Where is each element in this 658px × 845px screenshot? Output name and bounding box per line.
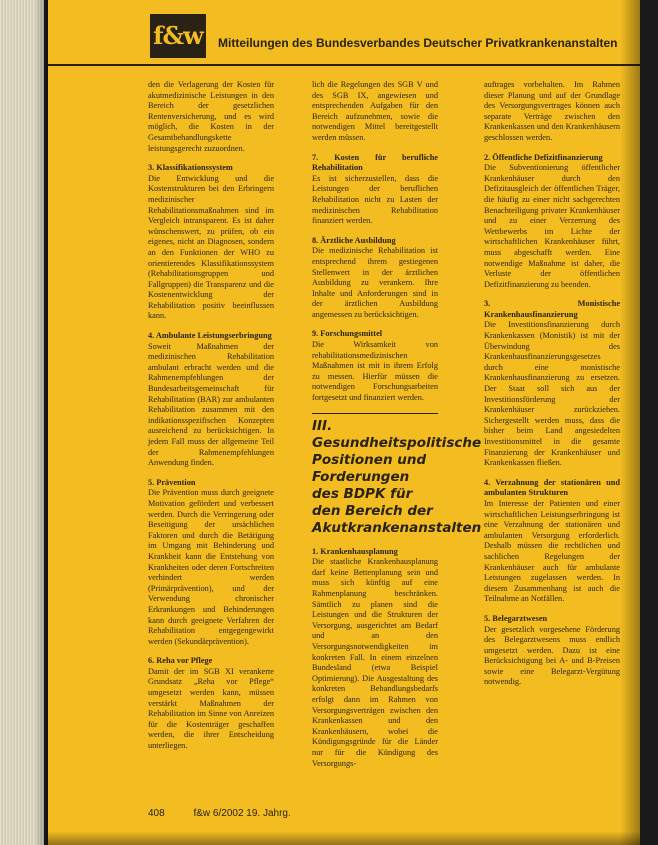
- section-title: 7. Kosten für berufliche Rehabilitation: [312, 152, 438, 173]
- page-number: 408: [148, 808, 165, 819]
- section-title: 8. Ärztliche Ausbildung: [312, 235, 396, 245]
- column-3: [484, 80, 620, 697]
- column-3-lead: auftrages vorbehalten. Im Rahmen dieser Planung und auf der Grundlage des Versorgungsvertrages können auch separate Verträge zwischen den Krankenkassen und den Krankenhäusern geschlossen werden.: [484, 80, 620, 142]
- section-title: 4. Verzahnung der stationären und ambulanten Strukturen: [484, 477, 620, 498]
- section-body: Die staatliche Krankenhausplanung darf keine Bettenplanung sein und muss sich künftig auf eine Rahmenplanung beschränken. Sämtlich zu planen sind die Leistungen und die Strukturen der Versorgung, ausgerichtet am Bedarf und an den Versorgungsnotwendigkeiten im konkreten Fall. In einem einzelnen Bundesland (etwa Beispiel Optimierung). Die Ausgestaltung des konkreten Behandlungsbedarfs erfolgt dann im Rahmen von Versorgungsverträgen zwischen den Krankenkassen und den Krankenhäusern, wobei die Kündigungsgründe für die Länder nur für die Kündigung des Versorgungs-: [312, 557, 438, 768]
- bottom-shadow: [48, 831, 640, 845]
- section-title: 3. Klassifikationssystem: [148, 163, 233, 173]
- section-title: 6. Reha vor Pflege: [148, 656, 213, 666]
- column-1-lead: den die Verlagerung der Kosten für akutmedizinische Leistungen in den Bereich der gesetzlichen Rentenversicherung, und es wird möglich, die Kosten in der Gesamtbehandlungskette leistungsgerecht zuzuordnen.: [148, 80, 274, 153]
- section-body: Die Wirksamkeit von rehabilitationsmedizinischen Maßnahmen ist mit in ihrem Erfolg zu messen. Hierfür müssen die notwendigen Forschungsarbeiten fortgesetzt und finanziert werden.: [312, 340, 438, 403]
- section-body: Es ist sicherzustellen, dass die Leistungen der beruflichen Rehabilitation nicht zu Lasten der medizinischen Rehabilitation finanziert werden.: [312, 173, 438, 226]
- section-body: Die medizinische Rehabilitation ist entsprechend ihrem gestiegenen Stellenwert in der ärztlichen Ausbildung zu verankern. Ihre Inhalte und Anforderungen sind in der ärztlichen Ausbildung angemessen zu berücksichtigen.: [312, 246, 438, 319]
- section-body: Die Investitionsfinanzierung durch Krankenkassen (Monistik) ist mit der Überwindung des Krankenhausfinanzierungsgesetzes durch eine monistische Krankenhausfinanzierung zu ersetzen. Der Staat soll sich aus der Investitionsförderung der Krankenhäuser zurückziehen. Sichergestellt werden muss, dass die bisher beim Land angesiedelten Investitionsmittel in die gesamte Finanzierung der Krankenhäuser und Krankenkassen fließen.: [484, 320, 620, 468]
- chapter-heading: III. Gesundheitspolitische Positionen und Forderungen des BDPK für den Bereich der Akutkrankenanstalten: [312, 413, 438, 537]
- section-body: Damit der im SGB XI verankerte Grundsatz „Reha vor Pflege“ umgesetzt werden kann, müssen verstärkt Maßnahmen der Rehabilitation im Sinne von Anreizen für die Kostenträger geschaffen werden, die ihrer Entscheidung unterliegen.: [148, 666, 274, 751]
- section-body: Die Subventionierung öffentlicher Krankenhäuser durch den Defizitausgleich der öffentlichen Träger, die häufig zu einer nicht sachgerechten Benachteiligung privater Krankenhäuser und zu einer Verzerrung des Wettbewerbs im Lichte der wirtschaftlichen Krankenhäuser führt, muss abgeschafft werden. Eine notwendige Maßnahme ist daher, die Verluste der öffentlichen Defizitfinanzierung zu beenden.: [484, 163, 620, 289]
- issue-info: f&w 6/2002 19. Jahrg.: [193, 808, 291, 819]
- page-curve-shadow: [620, 0, 640, 845]
- section-title: 5. Prävention: [148, 477, 196, 487]
- section-title: 5. Belegarztwesen: [484, 613, 548, 623]
- section-title: 2. Öffentliche Defizitfinanzierung: [484, 152, 603, 162]
- section-body: Soweit Maßnahmen der medizinischen Rehabilitation ambulant erbracht werden und die Rahmenempfehlungen der Bundesarbeitsgemeinschaft für Rehabilitation (BAR) zur ambulanten Rehabilitation zusammen mit den indikationsspezifischen Konzepten ausreichend zu berücksichtigen. In jedem Fall muss der allgemeine Teil der Rahmenempfehlungen Anwendung finden.: [148, 341, 274, 468]
- section-body: Die Prävention muss durch geeignete Motivation gefördert und verbessert werden. Durch die Verringerung oder Beseitigung der ursächlichen Faktoren und durch die Betätigung im Umgang mit Behinderung und Krankheit kann die Entstehung von Krankheiten oder deren Fortschreiten verhindert werden (Primärprävention), und der Verwendung chronischer Erkrankungen und Behinderungen kann durch geeignete Verfahren der Rehabilitation entgegengewirkt werden (Sekundärprävention).: [148, 488, 274, 646]
- column-2-lead: lich die Regelungen des SGB V und des SGB IX, angewiesen und entsprechenden Aufgaben für den Bereich aufzunehmen, sowie die notwendigen Mittel bereitgestellt werden müssen.: [312, 80, 438, 142]
- section-title: 9. Forschungsmittel: [312, 329, 383, 339]
- header-title: Mitteilungen des Bundesverbandes Deutscher Privatkrankenanstalten: [218, 36, 618, 50]
- section-title: 4. Ambulante Leistungserbringung: [148, 331, 272, 341]
- section-body: Der gesetzlich vorgesehene Förderung des Belegarztwesens muss endlich umgesetzt werden. Dazu ist eine Berücksichtigung bei A- und B-Preisen sowie eine Belegarzt-Vergütung notwendig.: [484, 624, 620, 687]
- column-1: [148, 80, 274, 761]
- section-title: 1. Krankenhausplanung: [312, 546, 398, 556]
- page-header: [48, 8, 640, 66]
- column-2: [312, 80, 482, 778]
- magazine-page: [48, 0, 640, 845]
- fw-logo: f&w: [150, 14, 206, 58]
- section-title: 3. Monistische Krankenhausfinanzierung: [484, 299, 620, 319]
- section-body: Im Interesse der Patienten und einer wirtschaftlichen Leistungserbringung ist eine Verzahnung der stationären und ambulanten Versorgung erforderlich. Deshalb müssen die rechtlichen und sachlichen Regelungen der Krankenhäuser auch für ambulante Leistungen zugelassen werden. In diesem Zusammenhang ist auch die Teilnahme an Notfällen.: [484, 498, 620, 604]
- page-footer: [148, 808, 291, 819]
- section-body: Die Entwicklung und die Kostenstrukturen bei den Erbringern medizinischer Rehabilitationsmaßnahmen sind im Vergleich intransparent. Es ist daher wünschenswert, zu prüfen, ob ein eigenes, nicht an Diagnosen, sondern an den Funktionen der WHO zu orientierendes Klassifikationssystem (Rehabilitationsgruppen und Fallgruppen) die Transparenz und die Kostenentwicklung der Rehabilitation positiv beeinflussen kann.: [148, 173, 274, 321]
